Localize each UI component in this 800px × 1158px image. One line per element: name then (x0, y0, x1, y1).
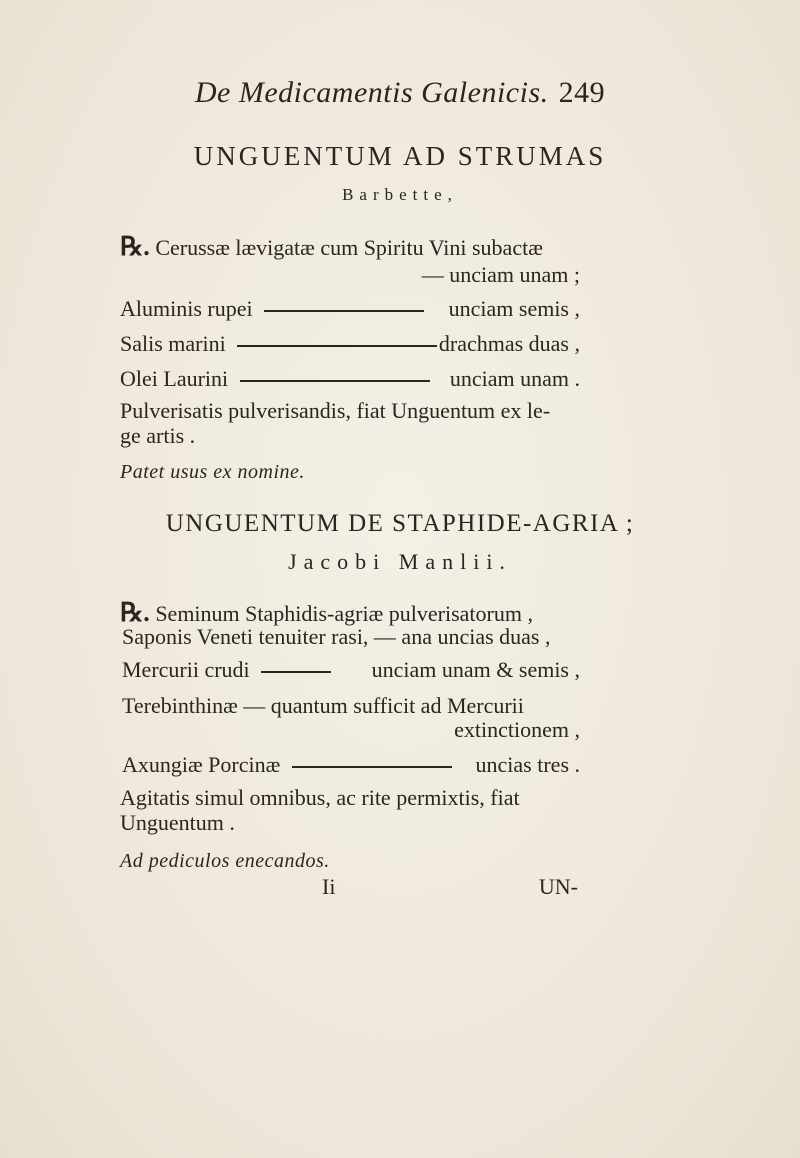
dash-rule (264, 310, 424, 312)
recipe2-title: UNGUENTUM DE STAPHIDE-AGRIA ; (165, 510, 635, 537)
ingredient-name: Salis marini (120, 331, 226, 356)
recipe2-dose-4: extinctionem , (454, 717, 580, 742)
recipe1-dose-2: unciam semis , (448, 296, 580, 321)
recipe1-dose-4: unciam unam . (449, 366, 580, 391)
recipe1-ingredient-3 (120, 331, 437, 357)
recipe1-ingredient-2 (120, 296, 424, 322)
recipe2-ingredient-5 (122, 752, 452, 778)
recipe1-ingredient-4 (120, 366, 430, 392)
recipe2-instruction-1: Agitatis simul omnibus, ac rite permixtis, fiat (120, 785, 520, 810)
running-title (0, 76, 800, 110)
ingredient-name: Aluminis rupei (120, 296, 253, 321)
recipe2-dose-5: uncias tres . (475, 752, 580, 777)
running-title-text: De Medicamentis Galenicis. (194, 76, 549, 109)
recipe1-author: Barbette, (342, 185, 458, 204)
recipe2-ingredient-3 (122, 657, 331, 683)
dash-rule (261, 671, 331, 673)
page-number: 249 (558, 76, 606, 109)
recipe2-author: Jacobi Manlii. (288, 549, 512, 574)
recipe2-dose-3: unciam unam & semis , (371, 657, 580, 682)
dash-rule (237, 345, 437, 347)
ingredient-name: Axungiæ Porcinæ (122, 752, 281, 777)
signature-mark: Ii (322, 874, 336, 899)
recipe2-instruction-2: Unguentum . (120, 810, 235, 835)
recipe2-ingredient-2: Saponis Veneti tenuiter rasi, — ana uncias duas , (122, 624, 551, 649)
recipe1-usage: Patet usus ex nomine. (120, 461, 305, 483)
recipe1-ingredient-1: Cerussæ lævigatæ cum Spiritu Vini subactæ (155, 235, 543, 260)
rx-symbol: ℞. (120, 598, 150, 627)
recipe1-instruction-1: Pulverisatis pulverisandis, fiat Unguentum ex le- (120, 398, 551, 423)
recipe1-line-1 (120, 232, 543, 262)
recipe1-title: UNGUENTUM AD STRUMAS (193, 141, 607, 171)
dash-rule (240, 380, 430, 382)
recipe1-instruction-2: ge artis . (120, 423, 196, 448)
recipe2-usage: Ad pediculos enecandos. (120, 850, 330, 872)
catchword: UN- (538, 874, 578, 899)
rx-symbol: ℞. (120, 232, 150, 261)
dash-rule (292, 766, 452, 768)
recipe1-dose-1: — unciam unam ; (421, 262, 580, 287)
recipe1-dose-3: drachmas duas , (438, 331, 580, 356)
recipe2-ingredient-4: Terebinthinæ — quantum sufficit ad Mercurii (122, 693, 524, 718)
recipe2-ingredient-1: Seminum Staphidis-agriæ pulverisatorum , (155, 601, 533, 626)
ingredient-name: Olei Laurini (120, 366, 229, 391)
ingredient-name: Mercurii crudi (122, 657, 250, 682)
